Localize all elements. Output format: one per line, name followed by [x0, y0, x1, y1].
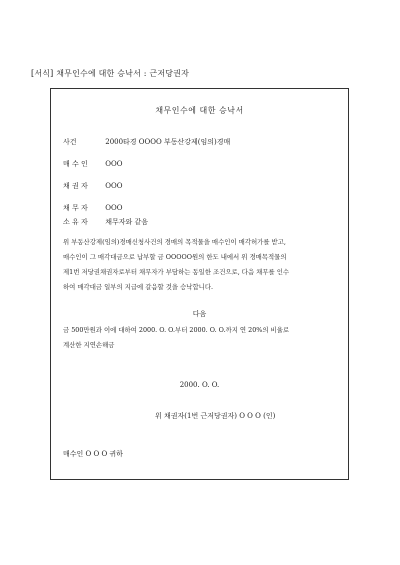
field-case-value: 2000타경 OOOO 부동산강제(임의)경매 — [105, 138, 231, 146]
field-owner-key: 소 유 자 — [63, 218, 88, 226]
document-date: 2000. O. O. — [179, 381, 220, 389]
field-creditor-key: 채 권 자 — [63, 182, 88, 190]
clause-paragraph — [63, 323, 341, 353]
field-creditor-value: OOO — [105, 182, 123, 190]
field-buyer — [63, 159, 122, 169]
field-buyer-key: 매 수 인 — [63, 160, 88, 168]
clause-line: 금 500만원과 이에 대하여 2000. O. O.부터 2000. O. O.까지 연 20%의 비율로 — [63, 326, 290, 334]
field-case — [63, 137, 230, 147]
addressee: 매수인 O O O 귀하 — [63, 450, 123, 458]
field-owner — [63, 217, 148, 227]
body-line: 하여 매각대금 일부의 지급에 갈음할 것을 승낙합니다. — [63, 283, 214, 291]
document-frame — [50, 88, 349, 480]
clause-line: 계산한 지연손해금 — [63, 341, 115, 349]
field-debtor-key: 채 무 자 — [63, 204, 88, 212]
field-owner-value: 채무자와 같음 — [105, 218, 149, 226]
field-buyer-value: OOO — [105, 160, 123, 168]
body-line: 매수인이 그 매각대금으로 납부할 금 OOOOO원의 한도 내에서 위 경매목적물의 — [63, 253, 287, 261]
body-line: 위 부동산강제(임의)경매신청사건의 경매의 목적물을 매수인이 매각허가를 받고, — [63, 238, 286, 246]
field-case-key: 사건 — [63, 138, 77, 146]
field-debtor — [63, 203, 122, 213]
next-heading: 다음 — [192, 310, 207, 318]
field-debtor-value: OOO — [105, 204, 123, 212]
body-paragraph — [63, 235, 341, 295]
form-label: [서식] 채무인수에 대한 승낙서 : 근저당권자 — [31, 69, 190, 78]
document-title: 채무인수에 대한 승낙서 — [155, 106, 244, 115]
signatory: 위 채권자(1번 근저당권자) O O O (인) — [155, 412, 276, 420]
field-creditor — [63, 181, 122, 191]
body-line: 제1번 저당권채권자로부터 채무자가 부담하는 동일한 조건으로, 다음 채무를 인수 — [63, 268, 290, 276]
